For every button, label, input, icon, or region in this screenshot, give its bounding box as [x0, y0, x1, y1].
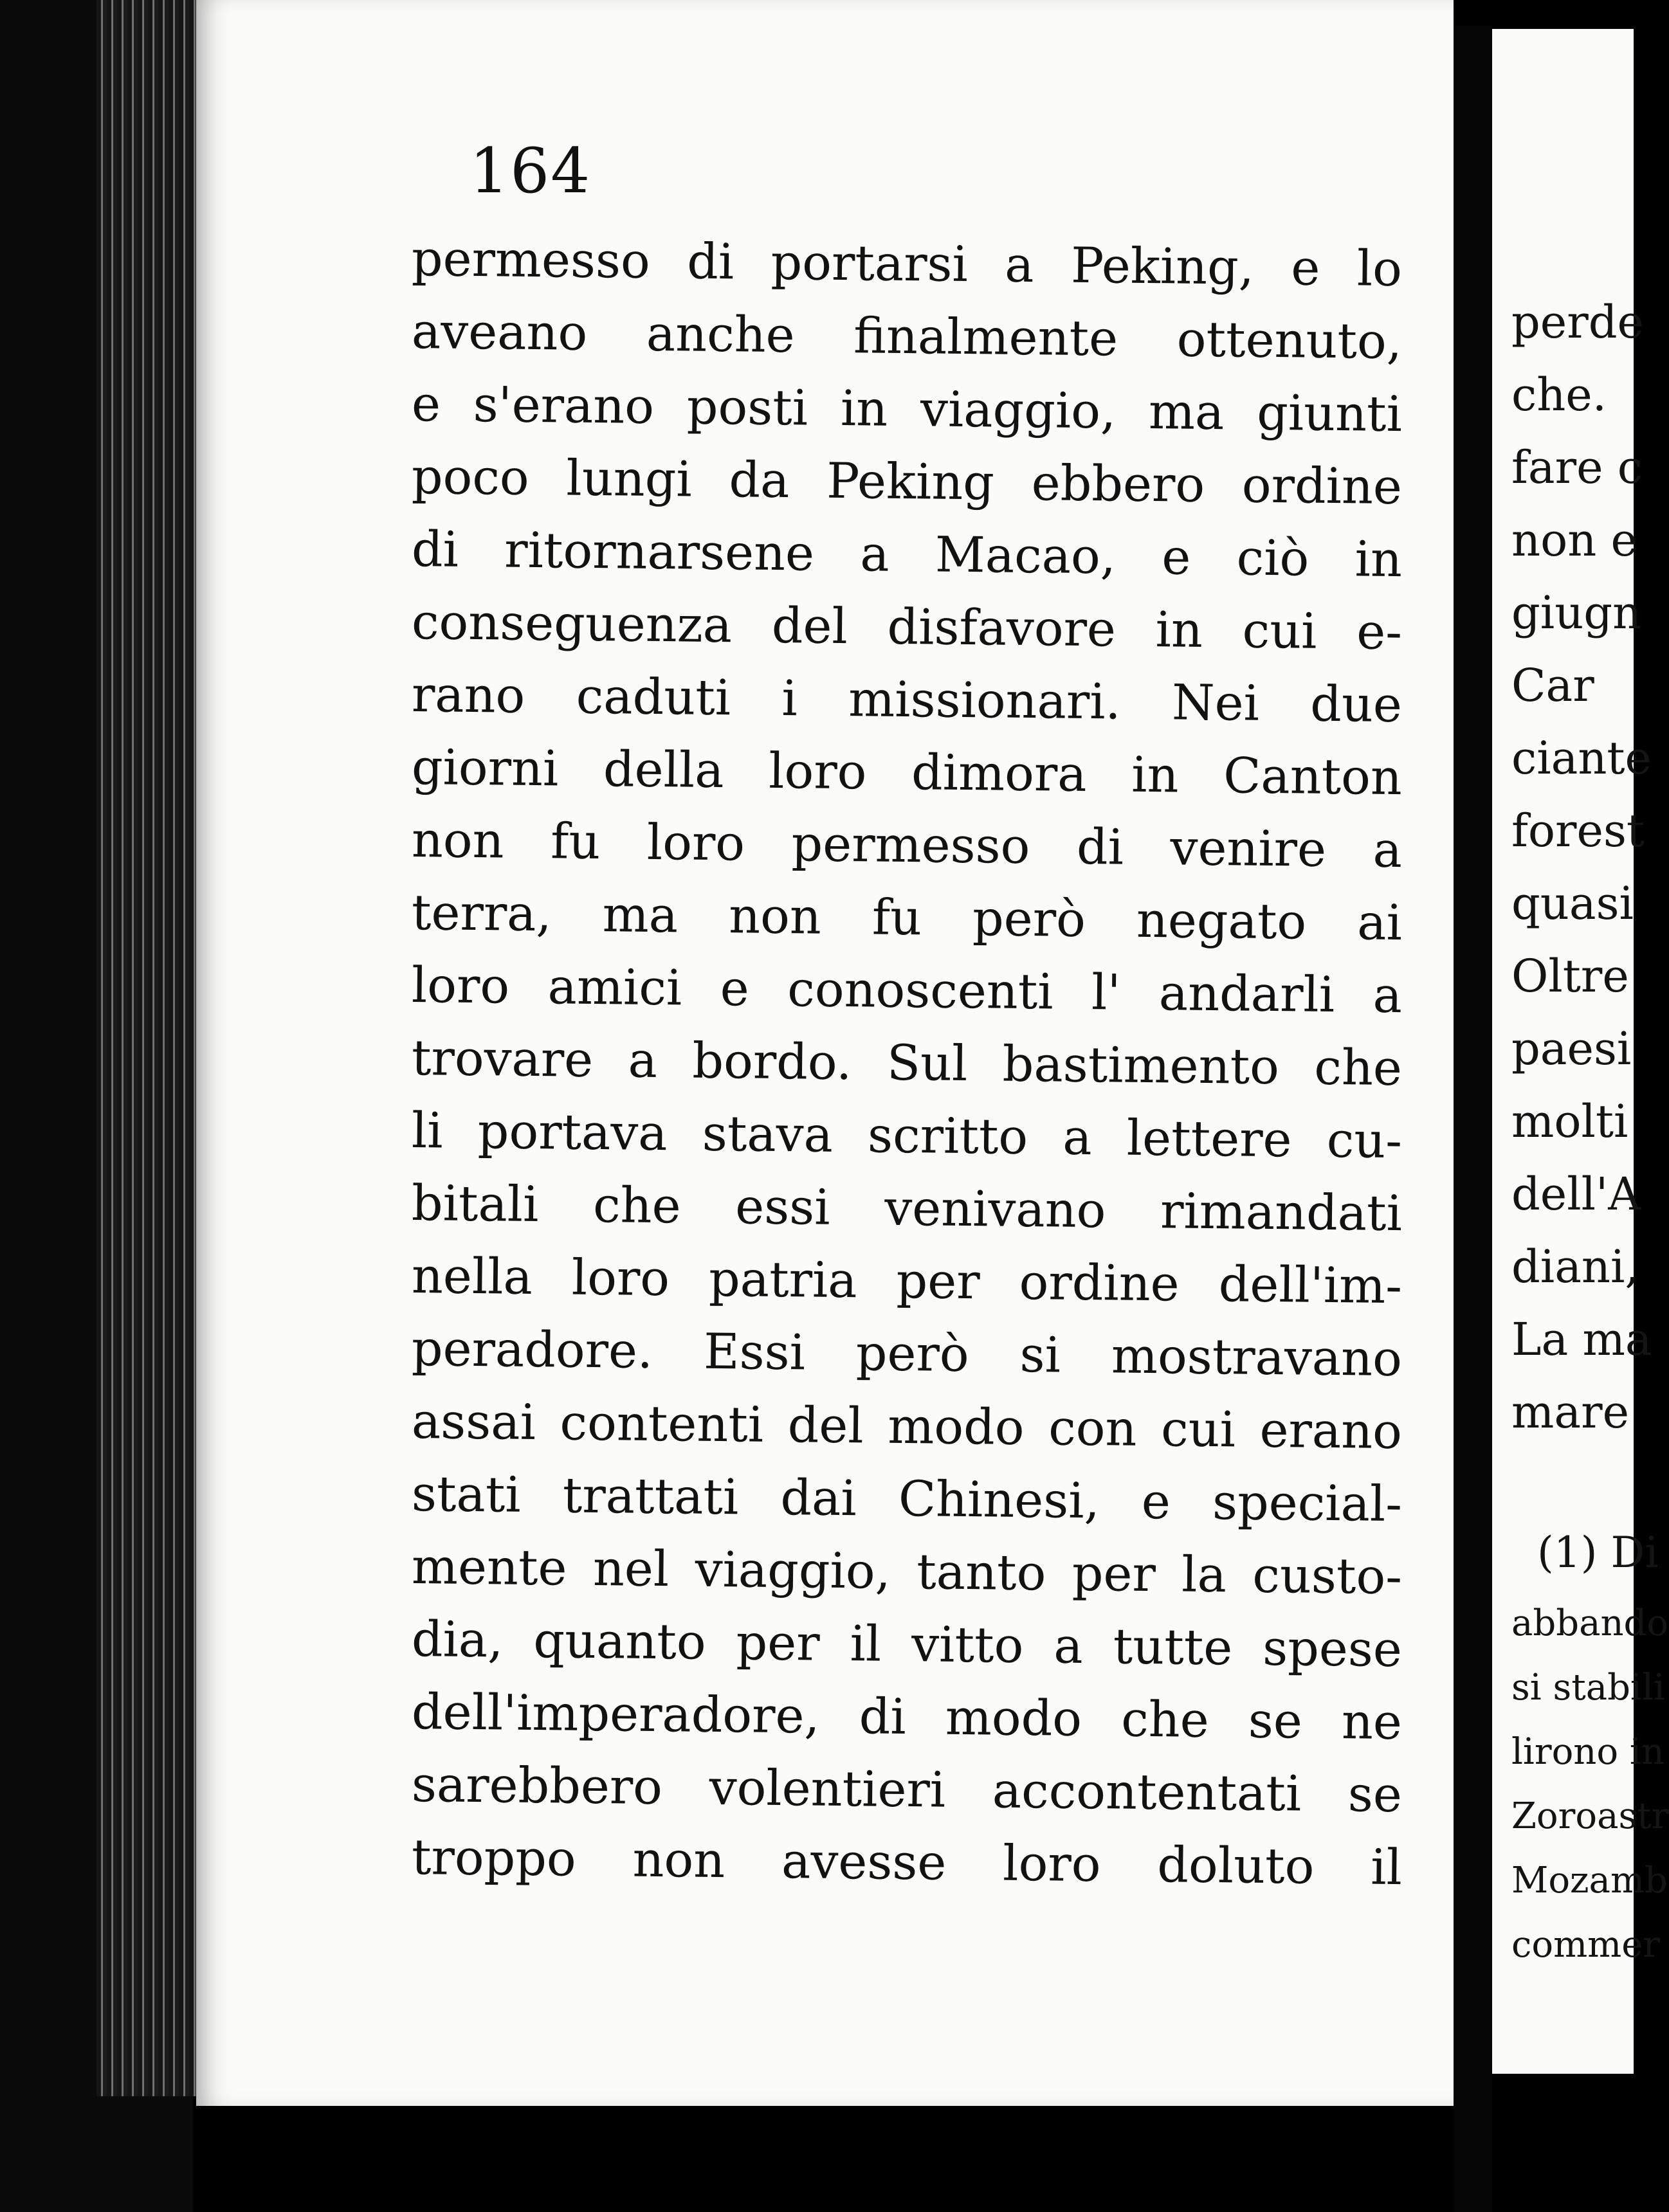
- facing-text-line: La ma: [1511, 1313, 1652, 1366]
- page-gutter: [1454, 26, 1492, 2212]
- text-line: di ritornarsene a Macao, e ciò in: [411, 520, 1403, 588]
- facing-text-line: fare c: [1511, 441, 1643, 494]
- facing-page-footnotes: [1511, 1514, 1669, 1977]
- facing-text-line: dell'A: [1511, 1168, 1641, 1220]
- text-line: conseguenza del disfavore in cui e-: [411, 593, 1403, 661]
- facing-text-line: Car: [1511, 659, 1594, 712]
- page-number: 164: [470, 135, 592, 207]
- text-line: rano caduti i missionari. Nei due: [411, 666, 1403, 734]
- facing-text-line: molti: [1511, 1095, 1628, 1148]
- facing-text-line: che.: [1511, 368, 1607, 421]
- footnote-line: (1) Di: [1537, 1528, 1659, 1577]
- page-edges: [96, 0, 199, 2096]
- text-line: dell'imperadore, di modo che se ne: [411, 1683, 1403, 1751]
- text-line: poco lungi da Peking ebbero ordine: [411, 448, 1403, 516]
- text-line: li portava stava scritto a lettere cu-: [411, 1101, 1403, 1170]
- text-line: non fu loro permesso di venire a: [411, 811, 1403, 879]
- text-line: giorni della loro dimora in Canton: [411, 738, 1403, 806]
- text-line: permesso di portarsi a Peking, e lo: [411, 230, 1403, 298]
- footnote-line: abbando: [1511, 1602, 1669, 1644]
- text-line: aveano anche finalmente ottenuto,: [411, 302, 1403, 370]
- footnote-line: commer: [1511, 1924, 1661, 1966]
- facing-text-line: ciante: [1511, 732, 1652, 784]
- facing-text-line: Oltre: [1511, 950, 1629, 1002]
- facing-text-line: paesi: [1511, 1022, 1632, 1075]
- facing-text-line: diani,: [1511, 1240, 1639, 1293]
- facing-text-line: quasi: [1511, 877, 1634, 930]
- facing-page-text: [1511, 286, 1652, 1449]
- text-line: loro amici e conoscenti l' andarli a: [411, 956, 1403, 1024]
- text-line: mente nel viaggio, tanto per la custo-: [411, 1537, 1403, 1606]
- footnote-line: Mozamb: [1511, 1860, 1668, 1901]
- text-line: assai contenti del modo con cui erano: [411, 1392, 1403, 1460]
- page-body-text: [411, 222, 1403, 1896]
- text-line: troppo non avesse loro doluto il: [411, 1828, 1403, 1896]
- facing-text-line: forest: [1511, 804, 1645, 857]
- facing-text-line: giugn: [1511, 586, 1642, 639]
- text-line: bitali che essi venivano rimandati: [411, 1174, 1403, 1242]
- footnote-line: si stabili: [1511, 1667, 1665, 1709]
- text-line: dia, quanto per il vitto a tutte spese: [411, 1610, 1403, 1678]
- facing-text-line: mare: [1511, 1386, 1629, 1438]
- facing-text-line: perde: [1511, 296, 1644, 349]
- text-line: stati trattati dai Chinesi, e special-: [411, 1465, 1403, 1533]
- text-line: e s'erano posti in viaggio, ma giunti: [411, 375, 1403, 443]
- footnote-line: lirono in: [1511, 1731, 1664, 1773]
- footnote-line: Zoroastr: [1511, 1795, 1669, 1837]
- facing-text-line: non e: [1511, 514, 1637, 567]
- text-line: trovare a bordo. Sul bastimento che: [411, 1029, 1403, 1097]
- facing-page: [1492, 29, 1669, 2074]
- text-line: peradore. Essi però si mostravano: [411, 1319, 1403, 1388]
- text-line: sarebbero volentieri accontentati se: [411, 1755, 1403, 1824]
- text-line: nella loro patria per ordine dell'im-: [411, 1247, 1403, 1315]
- text-line: terra, ma non fu però negato ai: [411, 884, 1403, 952]
